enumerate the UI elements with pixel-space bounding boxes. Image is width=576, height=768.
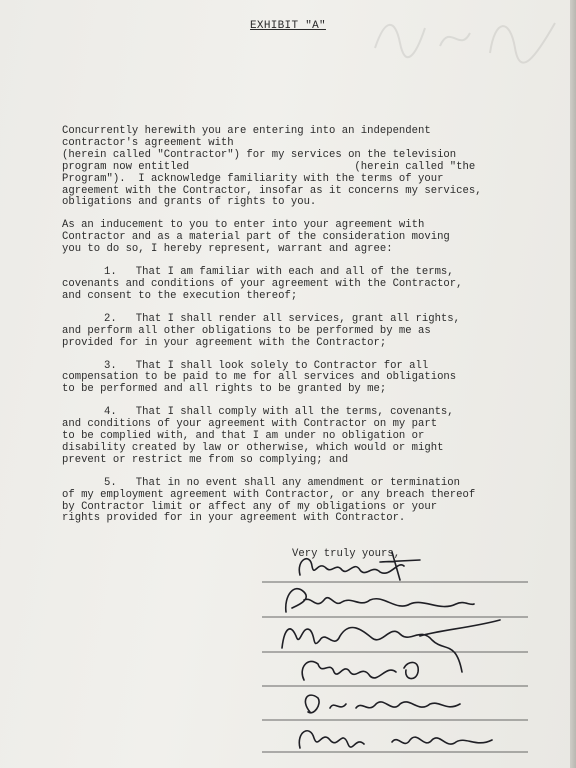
- exhibit-title-text: EXHIBIT "A": [250, 20, 326, 32]
- text-line: As an inducement to you to enter into your agreement with: [62, 219, 425, 232]
- text-line: disability created by law or otherwise, which would or might: [62, 441, 444, 454]
- text-line: covenants and conditions of your agreement with the Contractor,: [62, 277, 463, 290]
- text-line: of my employment agreement with Contractor, or any breach thereof: [62, 488, 476, 501]
- clause-first-line: 4. That I shall comply with all the terms, covenants,: [104, 406, 454, 419]
- text-line: and consent to the execution thereof;: [62, 289, 298, 302]
- text-line: contractor's agreement with: [62, 136, 234, 149]
- text-line: prevent or restrict me from so complying; and: [62, 453, 349, 466]
- text-line: and conditions of your agreement with Contractor on my part: [62, 418, 438, 431]
- text-line: and perform all other obligations to be performed by me as: [62, 324, 431, 337]
- text-line: to be performed and all rights to be granted by me;: [62, 383, 387, 396]
- handwritten-signature-2: [286, 589, 474, 612]
- text-line: agreement with the Contractor, insofar as it concerns my services,: [62, 184, 482, 197]
- text-line: by Contractor limit or affect any of my obligations or your: [62, 500, 438, 513]
- clause-first-line: 2. That I shall render all services, grant all rights,: [104, 312, 461, 325]
- handwritten-signature-3: [282, 620, 500, 672]
- text-line: rights provided for in your agreement with Contractor.: [62, 512, 406, 525]
- closing-salutation: Very truly yours,: [292, 548, 401, 560]
- text-line: compensation to be paid to me for all services and obligations: [62, 371, 457, 384]
- text-line: you to do so, I hereby represent, warrant and agree:: [62, 243, 393, 256]
- clause-first-line: 5. That in no event shall any amendment or termination: [104, 476, 461, 489]
- handwritten-signature-6: [299, 731, 492, 748]
- handwritten-signature-5: [305, 695, 460, 713]
- text-line: (herein called "Contractor") for my services on the television: [62, 148, 457, 161]
- signature-lines: [262, 582, 528, 752]
- text-line: program now entitled (herein called "the: [62, 160, 476, 173]
- text-line: obligations and grants of rights to you.: [62, 196, 317, 209]
- text-line: Concurrently herewith you are entering into an independent: [62, 125, 431, 137]
- text-line: provided for in your agreement with the Contractor;: [62, 336, 387, 349]
- handwritten-signature-4: [302, 661, 418, 680]
- clause-first-line: 1. That I am familiar with each and all of the terms,: [104, 266, 454, 279]
- handwritten-signature-1: [299, 552, 420, 580]
- clause-first-line: 3. That I shall look solely to Contractor for all: [104, 359, 429, 372]
- text-line: Contractor and as a material part of the consideration moving: [62, 231, 450, 244]
- text-line: to be complied with, and that I am under no obligation or: [62, 430, 425, 443]
- text-line: Program"). I acknowledge familiarity with the terms of your: [62, 172, 444, 185]
